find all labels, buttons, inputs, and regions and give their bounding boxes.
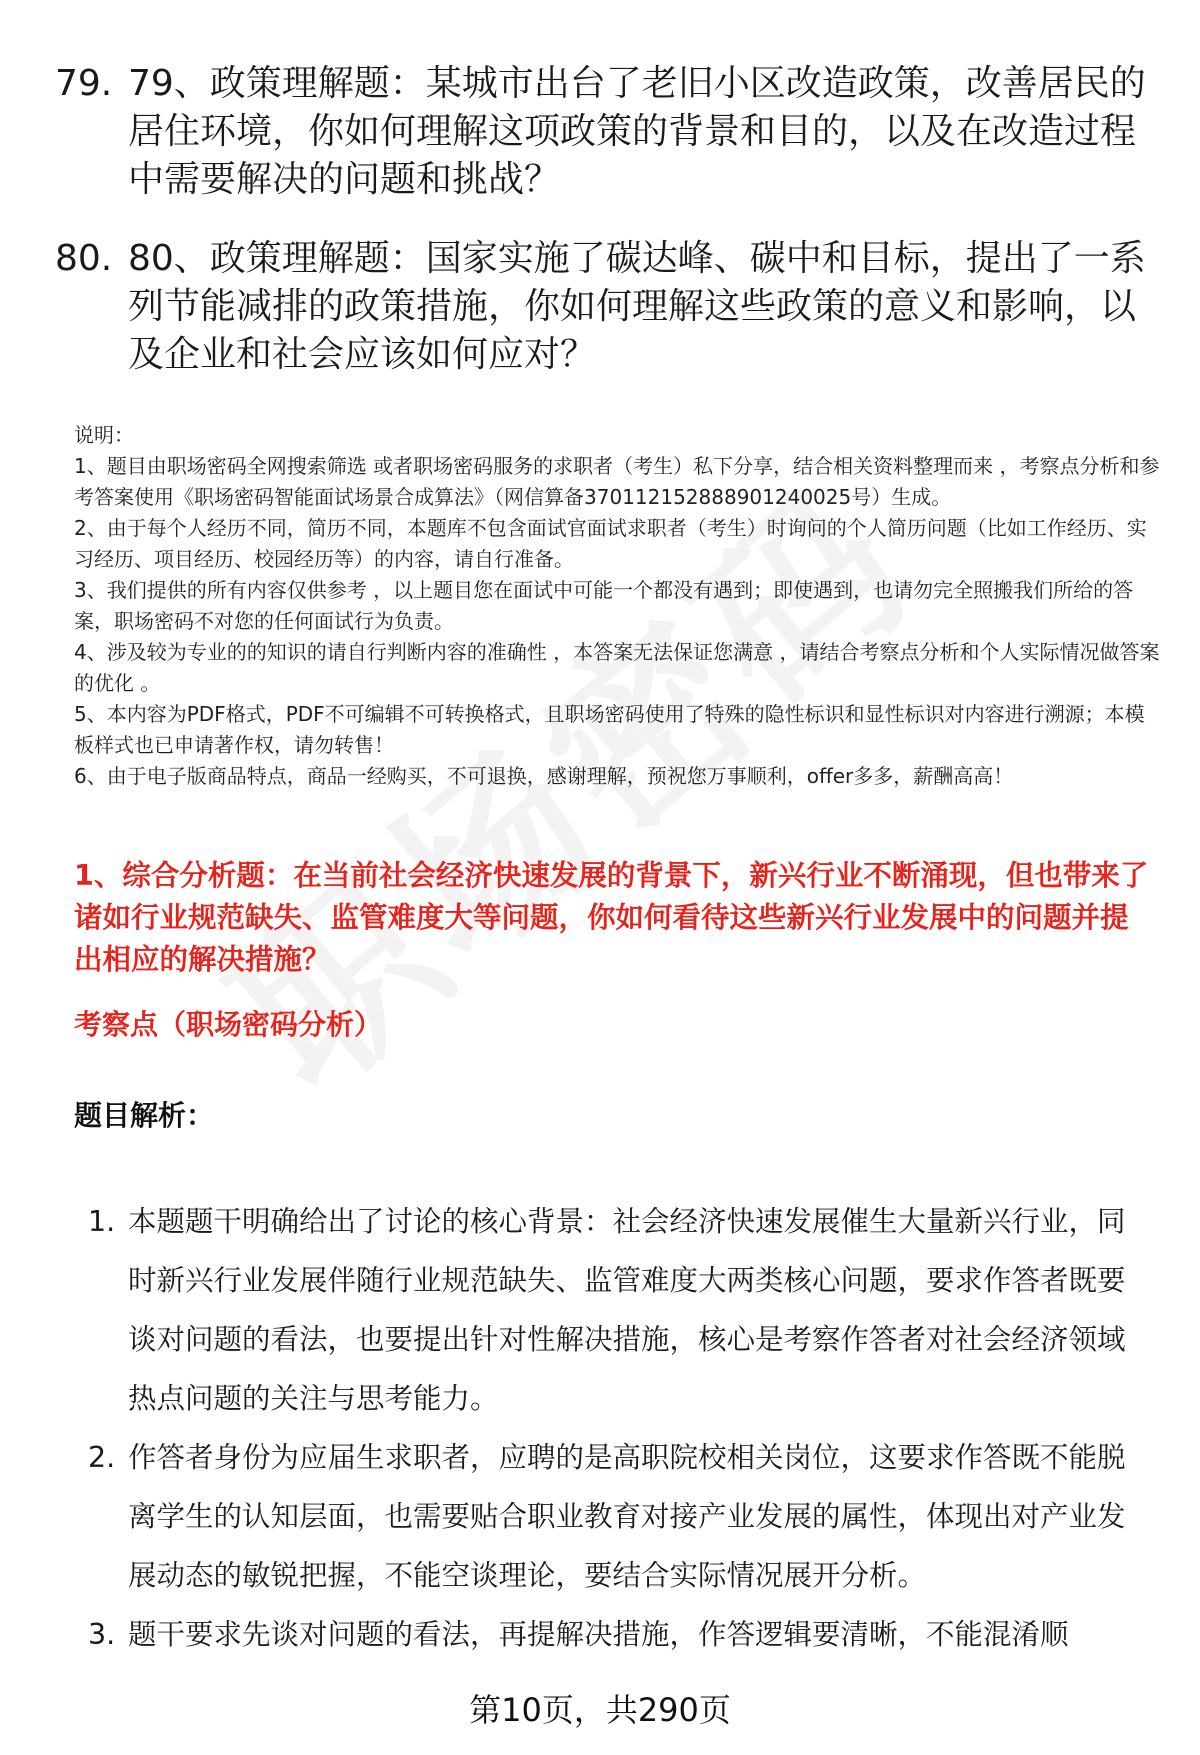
question-number: 80. [55,238,113,279]
analysis-item [0,1192,1200,1428]
question-number: 79. [55,63,113,104]
note-item: 3、我们提供的所有内容仅供参考 ，以上题目您在面试中可能一个都没有遇到；即使遇到，也请勿完全照搬我们所给的答案，职场密码不对您的任何面试行为负责。 [74,578,1134,633]
analysis-number: 3. [88,1618,116,1651]
analysis-item [0,1428,1200,1605]
analysis-heading: 题目解析： [74,1099,215,1132]
note-item: 4、涉及较为专业的的知识的请自行判断内容的准确性 ，本答案无法保证您满意 ，请结合考察点分析和个人实际情况做答案的优化 。 [74,640,1160,695]
notes-title: 说明： [74,423,134,447]
question-heading: 1、综合分析题：在当前社会经济快速发展的背景下，新兴行业不断涌现，但也带来了诸如行业规范缺失、监管难度大等问题，你如何看待这些新兴行业发展中的问题并提出相应的解决措施？ [74,859,1149,976]
analysis-text: 题干要求先谈对问题的看法，再提解决措施，作答逻辑要清晰，不能混淆顺 [128,1618,1069,1651]
question-item [0,235,1200,379]
note-item: 1、题目由职场密码全网搜索筛选 或者职场密码服务的求职者（考生）私下分享，结合相关资料整理而来 ，考察点分析和参考答案使用《职场密码智能面试场景合成算法》（网信算备370112152888901240025号）生成。 [74,454,1160,509]
question-item [0,60,1200,204]
note-item: 6、由于电子版商品特点，商品一经购买，不可退换，感谢理解，预祝您万事顺利，offer多多，薪酬高高！ [74,764,1014,788]
notes-section [74,420,1164,792]
question-text: 79、政策理解题：某城市出台了老旧小区改造政策，改善居民的居住环境，你如何理解这项政策的背景和目的，以及在改造过程中需要解决的问题和挑战？ [128,63,1146,200]
question-text: 80、政策理解题：国家实施了碳达峰、碳中和目标，提出了一系列节能减排的政策措施，你如何理解这些政策的意义和影响，以及企业和社会应该如何应对？ [128,238,1146,375]
analysis-list [0,1192,1200,1664]
analysis-number: 1. [88,1205,116,1238]
question-list [0,60,1200,410]
examination-points-heading: 考察点（职场密码分析） [74,1008,383,1041]
analysis-text: 作答者身份为应届生求职者，应聘的是高职院校相关岗位，这要求作答既不能脱离学生的认知层面，也需要贴合职业教育对接产业发展的属性，体现出对产业发展动态的敏锐把握，不能空谈理论，要结合实际情况展开分析。 [128,1441,1126,1592]
page-footer: 第10页，共290页 [469,1691,731,1729]
note-item: 5、本内容为PDF格式，PDF不可编辑不可转换格式，且职场密码使用了特殊的隐性标识和显性标识对内容进行溯源；本模板样式也已申请著作权，请勿转售！ [74,702,1145,757]
analysis-number: 2. [88,1441,116,1474]
analysis-text: 本题题干明确给出了讨论的核心背景：社会经济快速发展催生大量新兴行业，同时新兴行业发展伴随行业规范缺失、监管难度大两类核心问题，要求作答者既要谈对问题的看法，也要提出针对性解决措施，核心是考察作答者对社会经济领域热点问题的关注与思考能力。 [128,1205,1126,1415]
note-item: 2、由于每个人经历不同，简历不同，本题库不包含面试官面试求职者（考生）时询问的个人简历问题（比如工作经历、实习经历、项目经历、校园经历等）的内容，请自行准备。 [74,516,1147,571]
analysis-item [0,1605,1200,1664]
